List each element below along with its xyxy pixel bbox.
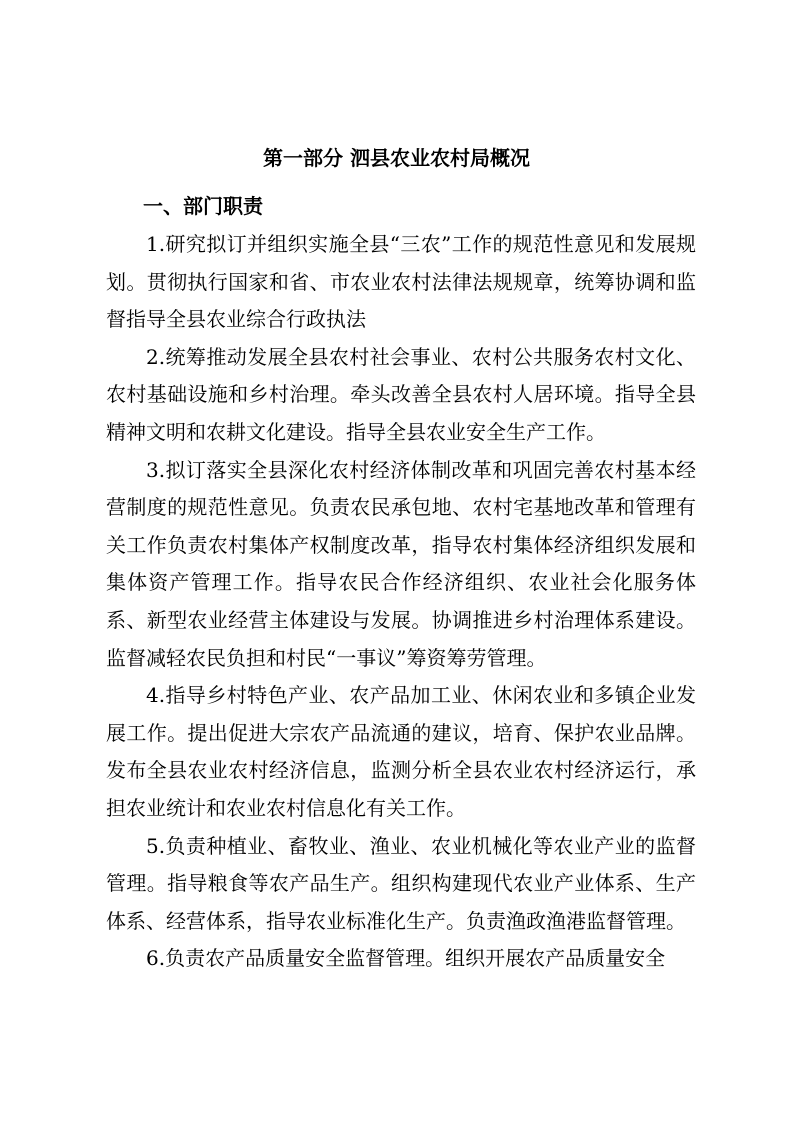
paragraph-6: 6.负责农产品质量安全监督管理。组织开展农产品质量安全	[146, 946, 666, 971]
paragraph-5: 5.负责种植业、畜牧业、渔业、农业机械化等农业产业的监督管理。指导粮食等农产品生产。组织构建现代农业产业体系、生产体系、经营体系，指导农业标准化生产。负责渔政渔港监督管理。	[106, 833, 696, 933]
paragraph-3: 3.拟订落实全县深化农村经济体制改革和巩固完善农村基本经营制度的规范性意见。负责农民承包地、农村宅基地改革和管理有关工作负责农村集体产权制度改革，指导农村集体经济组织发展和集体资产管理工作。指导农民合作经济组织、农业社会化服务体系、新型农业经营主体建设与发展。协调推进乡村治理体系建设。监督减轻农民负担和村民“一事议”筹资筹劳管理。	[106, 457, 696, 670]
page-title: 第一部分 泗县农业农村局概况	[263, 146, 530, 170]
paragraph-1: 1.研究拟订并组织实施全县“三农”工作的规范性意见和发展规划。贯彻执行国家和省、市农业农村法律法规规章，统筹协调和监督指导全县农业综合行政执法	[106, 232, 696, 332]
section-heading: 一、部门职责	[143, 194, 263, 218]
body-text	[106, 226, 696, 978]
paragraph-4: 4.指导乡村特色产业、农产品加工业、休闲农业和多镇企业发展工作。提出促进大宗农产品流通的建议，培育、保护农业品牌。发布全县农业农村经济信息，监测分析全县农业农村经济运行，承担农业统计和农业农村信息化有关工作。	[106, 683, 696, 820]
paragraph-2: 2.统筹推动发展全县农村社会事业、农村公共服务农村文化、农村基础设施和乡村治理。牵头改善全县农村人居环境。指导全县精神文明和农耕文化建设。指导全县农业安全生产工作。	[106, 344, 696, 444]
